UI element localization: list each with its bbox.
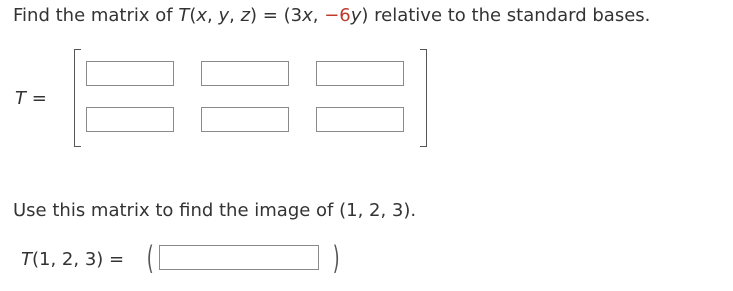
image-label-func: T (21, 249, 32, 270)
matrix-label (15, 88, 47, 110)
var-x: x (196, 5, 208, 26)
out-y: y (350, 5, 362, 26)
matrix-cell-r1c3[interactable] (316, 61, 404, 86)
answer-open-paren: ( (146, 239, 154, 277)
question-suffix: ) relative to the standard bases. (361, 5, 651, 26)
var-z: z (240, 5, 251, 26)
matrix-cell-r1c1[interactable] (86, 61, 174, 86)
image-label (21, 249, 124, 271)
matrix-right-bracket (420, 49, 427, 147)
equals-output: = (3 (257, 5, 303, 26)
matrix-cell-r2c1[interactable] (86, 107, 174, 132)
out-x: x (302, 5, 313, 26)
matrix-cell-r2c3[interactable] (316, 107, 404, 132)
var-y: y (218, 5, 230, 26)
open-paren: ( (189, 5, 197, 26)
matrix-cell-r1c2[interactable] (201, 61, 289, 86)
matrix-label-var: T (15, 88, 26, 109)
image-answer-input[interactable] (159, 245, 319, 270)
matrix-left-bracket (74, 49, 81, 147)
function-name: T (178, 5, 190, 26)
matrix-cell-r2c2[interactable] (201, 107, 289, 132)
sep-2: , (229, 5, 241, 26)
matrix-label-eq: = (26, 88, 47, 109)
out-comma: , (312, 5, 325, 26)
sep-1: , (207, 5, 219, 26)
question-prefix: Find the matrix of (13, 5, 179, 26)
question-find-matrix (13, 5, 650, 27)
close-paren: ) (250, 5, 258, 26)
question-image: Use this matrix to find the image of (1, 2, 3). (13, 200, 417, 221)
image-label-args: (1, 2, 3) = (32, 249, 125, 270)
answer-close-paren: ) (332, 239, 340, 277)
coefficient-neg6: −6 (324, 5, 351, 26)
